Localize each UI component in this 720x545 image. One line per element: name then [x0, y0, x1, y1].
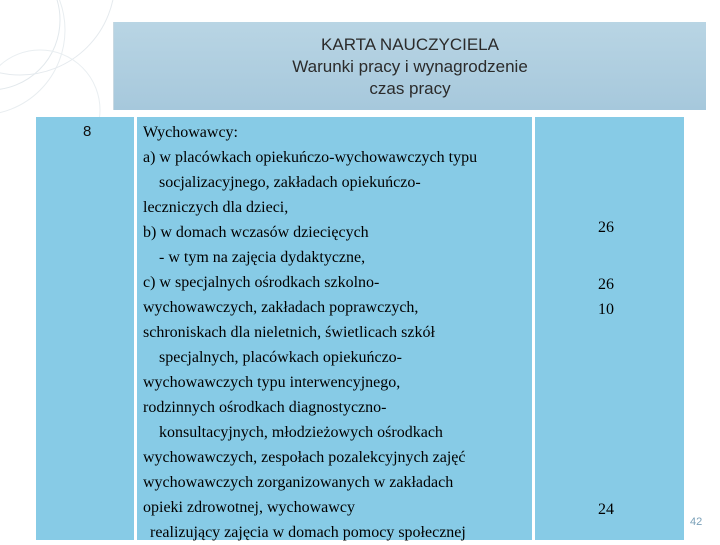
value-cell: 10	[598, 301, 614, 318]
description-line: - w tym na zajęcia dydaktyczne,	[159, 249, 366, 266]
column-divider	[134, 117, 137, 540]
slide-number: 42	[690, 516, 703, 528]
description-line: leczniczych dla dzieci,	[143, 199, 289, 216]
description-line: schroniskach dla nieletnich, świetlicach szkół	[143, 324, 435, 341]
description-line: konsultacyjnych, młodzieżowych ośrodkach	[159, 424, 443, 441]
row-number: 8	[83, 123, 92, 140]
slide-title: KARTA NAUCZYCIELA	[321, 35, 499, 54]
description-line: wychowawczych typu interwencyjnego,	[143, 374, 401, 391]
description-line: rodzinnych ośrodkach diagnostyczno-	[143, 399, 387, 416]
corner-decoration	[0, 0, 120, 130]
description-line: realizujący zajęcia w domach pomocy społecznej	[150, 524, 466, 541]
description-line: wychowawczych zorganizowanych w zakładach	[143, 474, 454, 491]
description-line: b) w domach wczasów dziecięcych	[143, 224, 369, 241]
row-description	[143, 120, 533, 545]
slide-subtitle-2: czas pracy	[369, 79, 451, 98]
description-line: wychowawczych, zakładach poprawczych,	[143, 299, 419, 316]
description-line: opieki zdrowotnej, wychowawcy	[143, 499, 355, 516]
description-line: Wychowawcy:	[143, 124, 238, 141]
description-line: c) w specjalnych ośrodkach szkolno-	[143, 274, 380, 291]
description-line: specjalnych, placówkach opiekuńczo-	[159, 349, 403, 366]
slide-header	[113, 22, 706, 110]
description-line: a) w placówkach opiekuńczo-wychowawczych typu	[143, 149, 478, 166]
value-cell: 26	[598, 219, 614, 236]
description-line: wychowawczych, zespołach pozalekcyjnych zajęć	[143, 449, 466, 466]
description-line: socjalizacyjnego, zakładach opiekuńczo-	[159, 174, 421, 191]
slide-subtitle: Warunki pracy i wynagrodzenie	[292, 57, 528, 76]
value-cell: 26	[598, 276, 614, 293]
value-cell: 24	[598, 501, 614, 518]
